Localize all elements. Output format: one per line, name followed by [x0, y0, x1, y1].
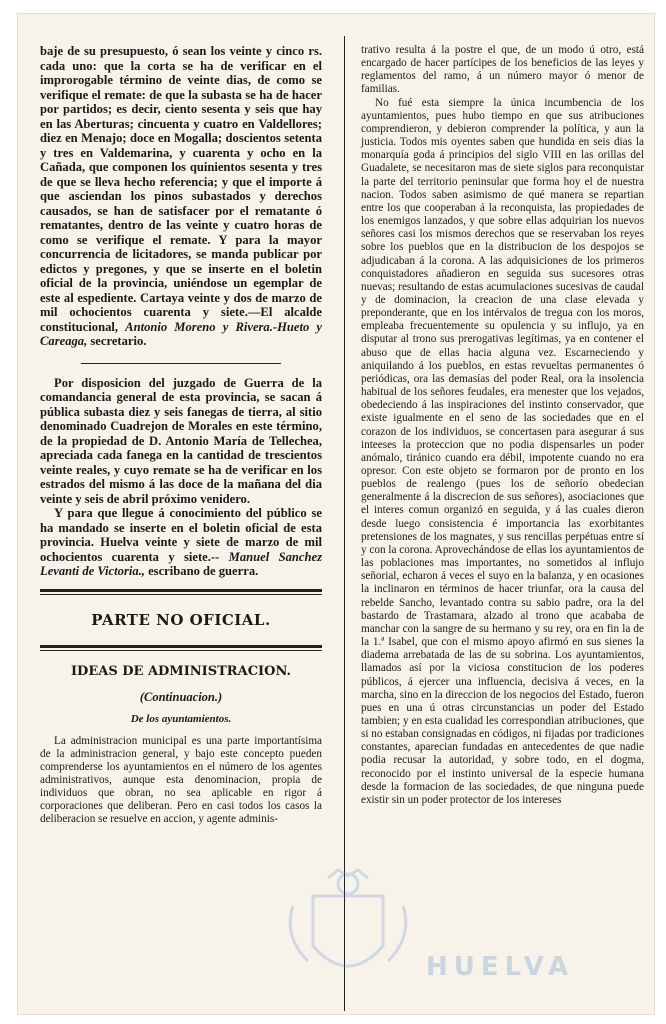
section-rule-bottom: [40, 645, 322, 648]
notice-2-signature: Manuel Sanchez Levanti de Victoria.,: [40, 549, 322, 579]
notice-1-signature: Antonio Moreno y Rivera.-Hueto y Careaga,: [40, 319, 322, 348]
notice-1-text: [40, 44, 322, 349]
article-paragraph-1: La administracion municipal es una parte importantísima de la administracion general, y bajo este concepto pueden comprenderse los ayuntamientos en el número de los agentes administrativos, aunque esta denominacion, propia de individuos que obran, no sea aplicable en rigor á corporaciones que deliberan. Pero en casi todos los casos la deliberacion se resuelve en accion, y agente adminis-: [40, 734, 322, 826]
right-paragraph-2: No fué esta siempre la única incumbencia de los ayuntamientos, pues hubo tiempo en que sus atribuciones comprendieron, y debieron comprender la política, y aun la justicia. Todos mis oyentes saben que hundida en seis dias la monarquía goda á principios del siglo VIII en las orillas del Guadalete, se necesitaron mas de siete siglos para reconquistar la parte del territorio peninsular que forma hoy el de nuestra nacion. Todos saben asimismo de qué manera se repartian entre los que cooperaban á la reconquista, las propiedades de los enemigos lanzados, y que sobre ellas adquirian los nuevos señores casi los mismos derechos que se reservaban los reyes sobre los pueblos que en la distribucion de los despojos se adjudicaban á la corona. A las adquisiciones de los primeros conquistadores añadieron en seguida sus sucesores otras nuevas; resultando de estas acumulaciones sucesivas de caudal y de dominacion, la creacion de una clase elevada y preponderante, que en los intérvalos de tregua con los moros, empleaba frecuentemente su opulencia y su influjo, ya en disputar al trono sus prerogativas legítimas, ya en contener el abuso que de ellas hacia alguna vez. Escarneciendo y aniquilando á los pueblos, en estas revueltas permanentes ó periódicas, ora las demasías del poder Real, ora la insolencia habitual de los señores feudales, era menester que los vejados, obedeciendo á las inspiraciones del instinto conservador, que existe igualmente en el seno de las sociedades que en el corazon de los individuos, se concertasen para asegurar á sus inteeses la proteccion que no podia dispensarles un poder anómalo, tiránico cuando era débil, impotente cuando no era opresor. Con este objeto se formaron por de pronto en los pueblos de realengo (pues los de señorío obedecian generalmente á la discrecion de sus señores), asociaciones que el interes comun organizó en seguida, y á las cuales dieron desde luego consistencia é importancia las exorbitantes pretensiones de los magnates, y sus rencillas perpétuas entre sí y con la corona. Aprovechándose de ellas los ayuntamientos de las poblaciones mas importantes, no sometidos al influjo señorial, echaron á veces el suyo en la balanza, y en ocasiones la inclinaron en términos de hacer triunfar, ora la causa del rebelde Sancho, levantado contra su sabio padre, ora la del bastardo de Trastamara, alzado al trono que acababa de manchar con la sangre de su hermano y su rey, ora en fin la de la 1.ª Isabel, que con el mismo apoyo afirmó en sus sienes la diadema arrebatada de las de su sobrina. Los ayuntamientos, llamados así por la viciosa constitucion de los poderes públicos, á ejercer una influencia, decisiva á veces, en la marcha, sino en la direccion de los negocios del Estado, fueron pues en una ú otras circunstancias un poder del Estado tambien; y en esta cualidad les correspondian atribuciones, que si no estaban consignadas en códigos, ni fijadas por tradiciones constantes, aparecian fundadas en antecedentes de que nadie podia recusar la autoridad, y sobre todo, en el dogma, reconocido por el instinto universal de la especie humana desde la formacion de las sociedades, de que ninguna puede existir sin un poder protector de los intereses: [361, 96, 644, 806]
notice-2-paragraph-2: [40, 506, 322, 579]
right-paragraph-1: trativo resulta á la postre el que, de un modo ú otro, está encargado de hacer partícipes de los beneficios de las leyes y reglamentos del ramo, á un número mayor ó menor de familias.: [361, 44, 644, 96]
notice-1-body: baje de su presupuesto, ó sean los veinte y cinco rs. cada uno: que la corta se ha de verificar en el improrogable término de veinte dias, de como se verifique el remate: de que la subasta se ha de hacer por partidos; es decir, ciento sesenta y seis que hay en las Aberturas; cincuenta y cuatro en Valdellores; diez en Menajo; doce en Mogalla; doscientos setenta y tres en Valdemarina, y cuarenta y ocho en la Cañada, que componen los quinientos sesenta y tres de que se lleva hecho referencia; y que el importe á que asciendan los pinos subastados y derechos causados, se han de satisfacer por el rematante ó rematantes, dentro de las veinte y cuatro horas de como se verifique el remate. Y para la mayor concurrencia de licitadores, se manda publicar por edictos y pregones, y que se inserte en el boletin oficial de la provincia, uniéndose un egemplar de este al espediente. Cartaya veinte y dos de marzo de mil ochocientos cuarenta y siete.—El alcalde constitucional,: [40, 44, 322, 334]
notice-2-body: Y para que llegue á conocimiento del público se ha mandado se inserte en el boletin oficial de esta provincia. Huelva veinte y siete de marzo de mil ochocientos cuarenta y siete.--: [40, 506, 322, 564]
section-rule-bottom-thin: [40, 650, 322, 651]
notice-2-paragraph-1: Por disposicion del juzgado de Guerra de la comandancia general de esta provincia, se sacan á pública subasta diez y seis fanegas de tierra, al sitio denominado Cuadrejon de Morales en este término, de la propiedad de D. Antonio María de Tellechea, apreciada cada fanega en la cantidad de trescientos veinte reales, y cuyo remate se ha de verificar en los estrados del mismo á las doce de la mañana del dia veinte y seis de abril próximo venidero.: [40, 375, 322, 506]
section-rule-top: [40, 589, 322, 592]
coat-of-arms-watermark-icon: [273, 866, 423, 996]
section-title: PARTE NO OFICIAL.: [91, 610, 271, 629]
right-column: [361, 44, 644, 807]
article-title: IDEAS DE ADMINISTRACION.: [70, 664, 292, 680]
notice-2-role: escribano de guerra.: [148, 564, 259, 579]
notice-1-role: secretario.: [90, 334, 147, 348]
section-rule-top-thin: [40, 594, 322, 595]
subsection-title: De los ayuntamientos.: [130, 713, 232, 726]
notice-separator: [81, 363, 281, 364]
continuation-label: (Continuacion.): [139, 689, 223, 704]
watermark-label: HUELVA: [426, 952, 575, 982]
left-column: [40, 44, 322, 826]
newspaper-page: [18, 14, 654, 1014]
column-divider: [344, 36, 345, 1011]
